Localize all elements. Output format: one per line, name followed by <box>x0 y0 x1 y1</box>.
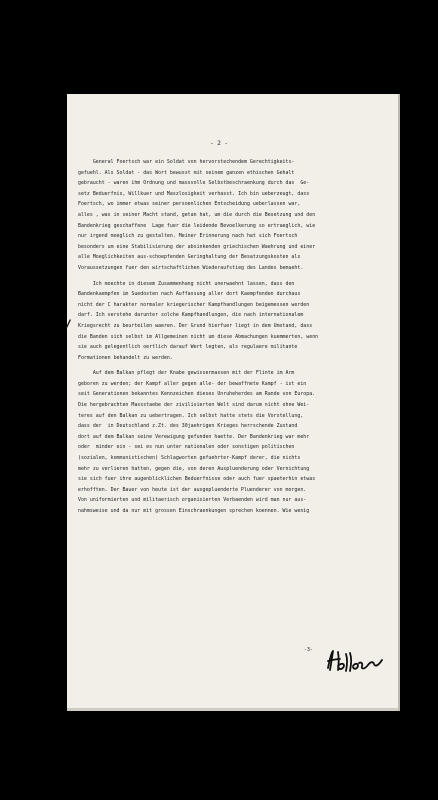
text-line: sie auch gelegentlich oertlich darauf Wert legten, als regulaere militante <box>78 344 298 351</box>
text-line: gefuehl. Als Soldat - das Wort bewusst mit seinem ganzen ethischen Gehalt <box>78 169 295 176</box>
text-line: Ich moechte in diesem Zusammenhang nicht unerwaehnt lassen, dass den <box>78 280 295 287</box>
text-line: dort auf dem Balkan seine Verewigung gefunden haette. Der Bandenkrieg war mehr <box>78 433 310 440</box>
text-line: seit Generationen bekanntes Kennzeichen dieses Unruheherdes am Rande von Europa. <box>78 391 316 398</box>
margin-mark: / <box>65 316 72 332</box>
text-line: Kriegsrecht zu beurteilen waeren. Der Grund hierfuer liegt in dem Umstand, dass <box>78 322 313 329</box>
text-line: Bandenkaempfen im Suedosten nach Auffassung aller dort Kaempfenden durchaus <box>78 291 301 298</box>
text-line: Die hergebrachten Massstaebe der zivilisierten Welt sind darum nicht ohne Wei- <box>78 402 310 409</box>
signature <box>324 648 388 676</box>
text-line: dass der in Deutschland z.Zt. des 30jaehrigen Krieges herrschende Zustand <box>78 423 298 430</box>
text-line: oder minder ein - sei es nun unter nationalen oder sonstigen politischen <box>78 444 295 451</box>
text-line: darf. Ich verstehe darunter solche Kampfhandlungen, die nach internationalem <box>78 312 304 319</box>
text-line: mehr zu verlieren hatten, gegen die, von deren Auspluenderung oder Vernichtung <box>78 465 310 472</box>
text-line: alles , was in seiner Macht stand, getan hat, um die durch die Besetzung und den <box>78 211 316 218</box>
text-line: Voraussetzungen fuer den wirtschaftlichen Wiederaufstieg des Landes bemueht. <box>78 264 304 271</box>
text-line: (sozialen, kommunistischen) Schlagworten gefuehrter-Kampf derer, die nichts <box>78 455 301 462</box>
page-number: - 2 - <box>209 140 229 147</box>
text-line: nur irgend moeglich zu gestalten. Meiner Erinnerung nach hat sich Foertsch <box>78 233 298 240</box>
text-line: Formationen behandelt zu werden. <box>78 354 173 361</box>
text-line: Von uniformierten und militaerisch organisierten Verbaenden wird man nur aus- <box>78 497 307 504</box>
text-line: die Banden sich selbst im Allgemeinen nicht um diese Abmachungen kuemmerten, wenn <box>78 333 319 340</box>
page-edge <box>398 94 400 711</box>
text-line: teres auf den Balkan zu uebertragen. Ich selbst hatte stets die Vorstellung, <box>78 412 304 419</box>
text-line: besonders um eine Stabilisierung der absinkenden griechischen Waehrung und einer <box>78 243 316 250</box>
page-bottom-edge <box>67 708 398 711</box>
text-line: Auf dem Balkan pflegt der Knabe gewissermassen mit der Flinte im Arm <box>78 370 295 377</box>
text-line: sie sich fuer ihre augenblicklichen Beduerfnisse oder auch fuer spaeterhin etwas <box>78 476 316 483</box>
text-line: erhofften. Der Bauer von heute ist der ausgepluenderte Pluenderer von morgen. <box>78 486 307 493</box>
text-line: Foertsch, wo immer etwas seiner persoenlichen Entscheidung ueberlassen war, <box>78 201 301 208</box>
text-line: geboren zu werden; der Kampf aller gegen alle- der bewaffnete Kampf - ist ein <box>78 380 307 387</box>
text-line: nahmsweise und da nur mit grossen Einschraenkungen sprechen koennen. Wie wenig <box>78 508 310 514</box>
body-text <box>78 157 380 653</box>
text-line: nicht der C harakter normaler kriegerischer Kampfhandlungen beigemessen werden <box>78 301 310 308</box>
text-line: setz Beduerfnis, Willkuer und Maszlosigkeit verhasst. Ich bin ueberzeugt, dass <box>78 190 310 197</box>
text-line: gebraucht - waren ihm Ordnung und massvolle Selbstbeschraenkung durch das Ge- <box>78 180 310 187</box>
text-line: Bandenkrieg geschaffene Lage fuer die leidende Bevoelkerung so ertraeglich, wie <box>78 222 316 229</box>
text-line: General Foertsch war ein Soldat von hervorstechendem Gerechtigkeits- <box>78 159 295 165</box>
text-line: alle Moeglichkeiten aus-schoepfenden Geringhaltung der Besatzungskosten als <box>78 254 301 261</box>
catchword: -3- <box>304 647 313 653</box>
